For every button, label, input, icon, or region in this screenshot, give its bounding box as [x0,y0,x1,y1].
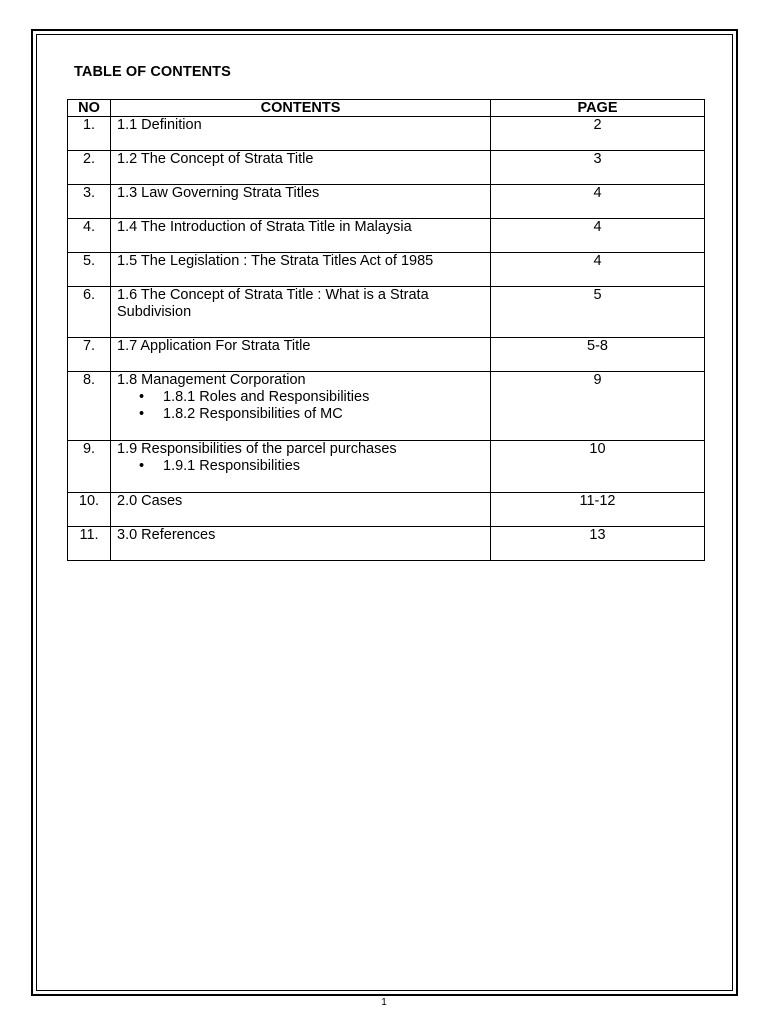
toc-row-number: 2. [68,151,111,185]
toc-row-page: 5 [491,287,705,338]
toc-row [68,151,705,185]
toc-row-page: 3 [491,151,705,185]
toc-row [68,287,705,338]
page-number: 1 [381,997,387,1008]
toc-row-page: 9 [491,372,705,441]
toc-row-number: 1. [68,117,111,151]
toc-row [68,185,705,219]
toc-row [68,441,705,493]
toc-row-contents [111,338,491,372]
toc-table [67,99,705,561]
toc-row-contents [111,287,491,338]
toc-row-contents [111,441,491,493]
toc-subentry: • 1.8.2 Responsibilities of MC [139,406,486,423]
header-no: NO [68,100,111,117]
toc-row-number: 10. [68,493,111,527]
toc-entry-title: 1.8 Management Corporation [117,372,306,388]
toc-entry-title: 1.2 The Concept of Strata Title [117,151,314,167]
toc-row [68,372,705,441]
toc-row-number: 6. [68,287,111,338]
toc-row [68,527,705,561]
toc-row-contents [111,253,491,287]
toc-row-page: 13 [491,527,705,561]
toc-row-contents [111,151,491,185]
toc-row-number: 8. [68,372,111,441]
toc-row [68,117,705,151]
toc-row-number: 9. [68,441,111,493]
document-title: TABLE OF CONTENTS [74,64,231,80]
toc-row [68,219,705,253]
toc-row-page: 11-12 [491,493,705,527]
toc-row-contents [111,493,491,527]
toc-row-number: 3. [68,185,111,219]
toc-row-contents [111,117,491,151]
toc-row-page: 4 [491,185,705,219]
toc-entry-title: 1.4 The Introduction of Strata Title in Malaysia [117,219,412,235]
toc-entry-title: 1.3 Law Governing Strata Titles [117,185,320,201]
toc-row-page: 4 [491,219,705,253]
toc-row-page: 5-8 [491,338,705,372]
toc-header-row [68,100,705,117]
toc-row-contents [111,185,491,219]
toc-entry-title: 1.7 Application For Strata Title [117,338,311,354]
toc-entry-title: 1.6 The Concept of Strata Title : What is a Strata Subdivision [117,287,429,320]
toc-row-page: 10 [491,441,705,493]
toc-entry-title: 2.0 Cases [117,493,183,509]
toc-row-number: 11. [68,527,111,561]
toc-subentry-list [117,389,486,423]
toc-row [68,253,705,287]
toc-entry-title: 1.5 The Legislation : The Strata Titles Act of 1985 [117,253,434,269]
toc-subentry-list [117,458,486,475]
toc-row [68,493,705,527]
toc-row-number: 5. [68,253,111,287]
toc-row-page: 2 [491,117,705,151]
toc-row-number: 7. [68,338,111,372]
toc-row-number: 4. [68,219,111,253]
toc-row-contents [111,527,491,561]
toc-row [68,338,705,372]
toc-subentry: • 1.8.1 Roles and Responsibilities [139,389,486,406]
header-page: PAGE [491,100,705,117]
header-contents: CONTENTS [111,100,491,117]
toc-row-contents [111,372,491,441]
toc-subentry: • 1.9.1 Responsibilities [139,458,486,475]
toc-entry-title: 1.9 Responsibilities of the parcel purchases [117,441,397,457]
toc-body [68,117,705,561]
toc-row-page: 4 [491,253,705,287]
toc-entry-title: 1.1 Definition [117,117,202,133]
toc-row-contents [111,219,491,253]
toc-entry-title: 3.0 References [117,527,216,543]
